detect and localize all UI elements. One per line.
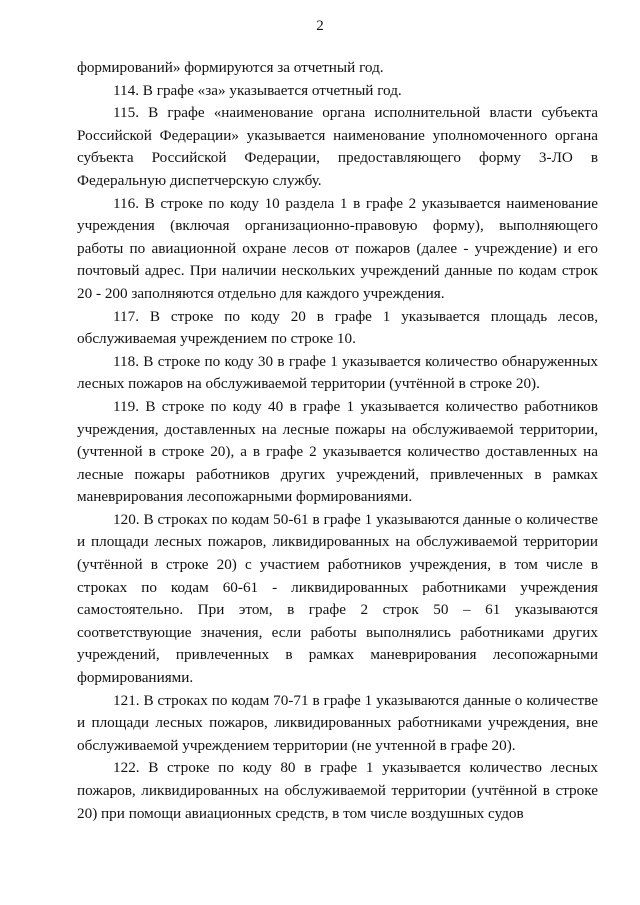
paragraph-120: 120. В строках по кодам 50-61 в графе 1 указываются данные о количестве и площади лесных пожаров, ликвидированных на обслуживаемой территории (учтённой в строке 20) с участием работников учреждения, в том числе в строках по кодам 60-61 - ликвидированных работниками учреждения самостоятельно. При этом, в графе 2 строк 50 – 61 указываются соответствующие значения, если работы выполнялись работниками других учреждений, привлеченных в рамках маневрирования лесопожарными формированиями. [77, 510, 598, 687]
paragraph-115: 115. В графе «наименование органа исполнительной власти субъекта Российской Федерации» указывается наименование уполномоченного органа субъекта Российской Федерации, предоставляющего форму 3-ЛО в Федеральную диспетчерскую службу. [77, 104, 598, 189]
paragraph-121: 121. В строках по кодам 70-71 в графе 1 указываются данные о количестве и площади лесных пожаров, ликвидированных работниками учреждения, вне обслуживаемой учреждением территории (не учтенной в графе 20). [77, 691, 598, 754]
paragraph-118: 118. В строке по коду 30 в графе 1 указывается количество обнаруженных лесных пожаров на обслуживаемой территории (учтённой в строке 20). [77, 352, 598, 393]
paragraph-continuation: формирований» формируются за отчетный год. [77, 59, 384, 76]
paragraph-116: 116. В строке по коду 10 раздела 1 в графе 2 указывается наименование учреждения (включая организационно-правовую форму), выполняющего работы по авиационной охране лесов от пожаров (далее - учреждение) и его почтовый адрес. При наличии нескольких учреждений данные по кодам строк 20 - 200 заполняются отдельно для каждого учреждения. [77, 194, 598, 302]
paragraph-122: 122. В строке по коду 80 в графе 1 указывается количество лесных пожаров, ликвидированных на обслуживаемой территории (учтённой в строке 20) при помощи авиационных средств, в том числе воздушных судов [77, 759, 598, 822]
paragraph-119: 119. В строке по коду 40 в графе 1 указывается количество работников учреждения, доставленных на лесные пожары на обслуживаемой территории, (учтенной в строке 20), а в графе 2 указывается количество доставленных на лесные пожары работников других учреждений, привлеченных в рамках маневрирования лесопожарными формированиями. [77, 397, 598, 506]
paragraph-117: 117. В строке по коду 20 в графе 1 указывается площадь лесов, обслуживаемая учреждением по строке 10. [77, 307, 598, 348]
page-number: 2 [316, 18, 324, 34]
document-body [77, 57, 598, 825]
paragraph-114: 114. В графе «за» указывается отчетный год. [113, 81, 402, 99]
